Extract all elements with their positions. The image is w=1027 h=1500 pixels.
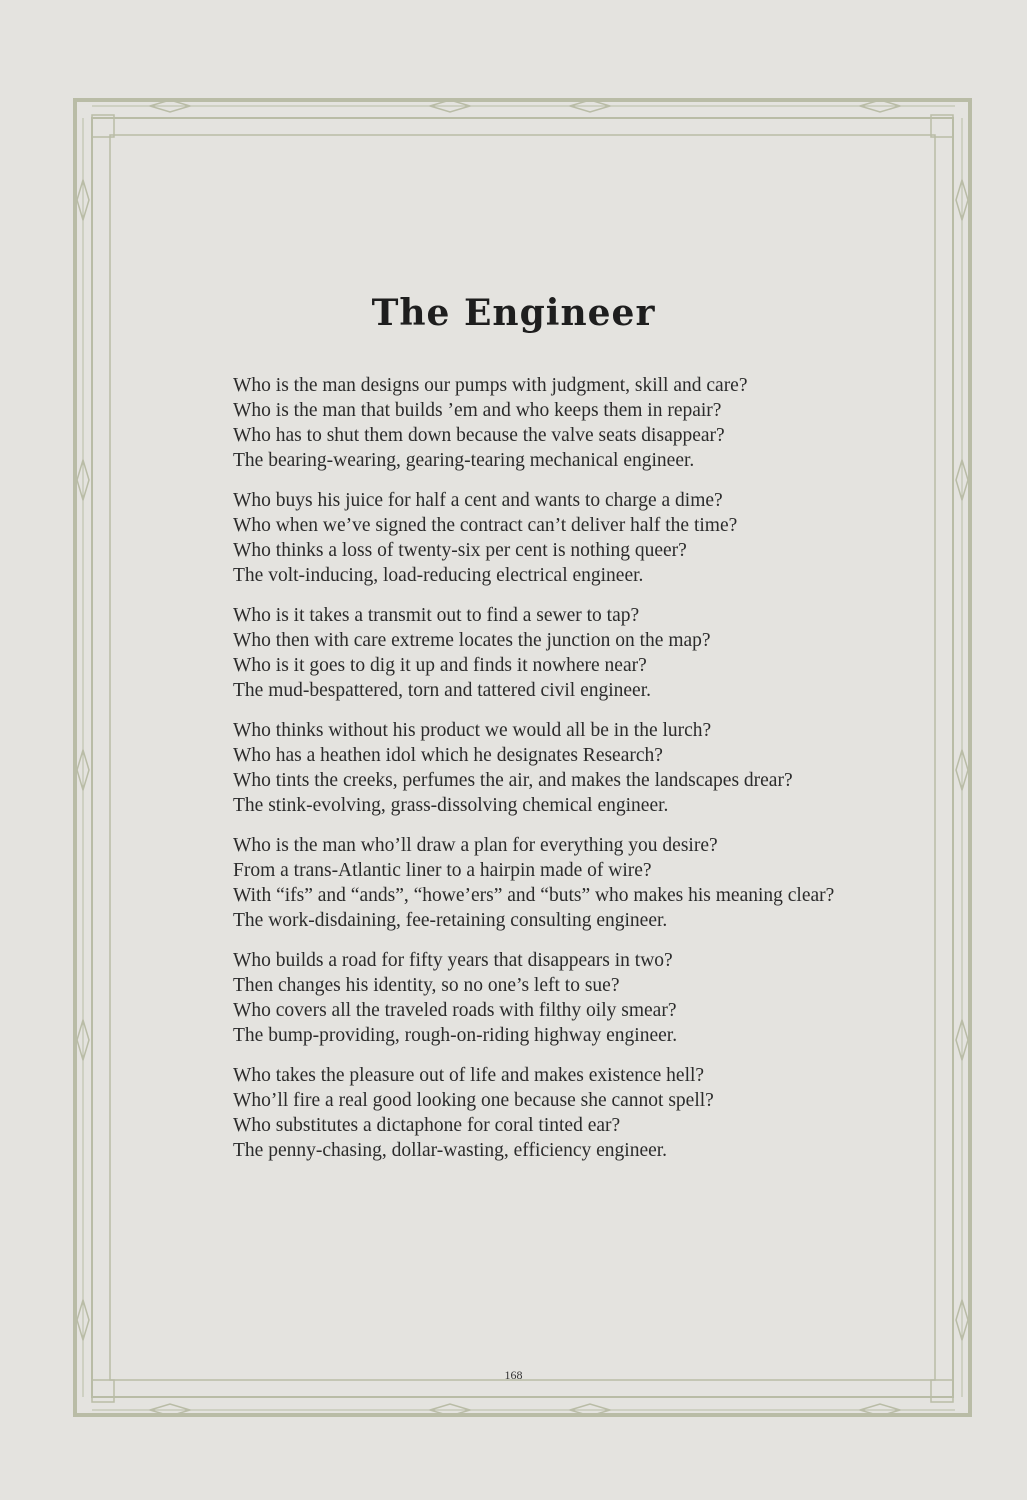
poem-line: Who is the man that builds ’em and who keeps them in repair? xyxy=(233,400,722,421)
poem-line: Who is the man who’ll draw a plan for everything you desire? xyxy=(233,835,718,856)
stanza xyxy=(233,603,913,703)
poem-line: From a trans-Atlantic liner to a hairpin made of wire? xyxy=(233,860,652,881)
poem-line: With “ifs” and “ands”, “howe’ers” and “buts” who makes his meaning clear? xyxy=(233,885,835,906)
poem-line: Who takes the pleasure out of life and makes existence hell? xyxy=(233,1065,705,1086)
poem-line: Who is it goes to dig it up and finds it nowhere near? xyxy=(233,655,647,676)
poem-line: Who covers all the traveled roads with filthy oily smear? xyxy=(233,1000,677,1021)
poem-line: Who is it takes a transmit out to find a sewer to tap? xyxy=(233,605,640,626)
stanza xyxy=(233,1063,913,1163)
poem-line: Who’ll fire a real good looking one because she cannot spell? xyxy=(233,1090,714,1111)
poem-line: The mud-bespattered, torn and tattered civil engineer. xyxy=(233,680,652,701)
poem-line: The volt-inducing, load-reducing electrical engineer. xyxy=(233,565,644,586)
poem-line: Who when we’ve signed the contract can’t deliver half the time? xyxy=(233,515,738,536)
page-number: 168 xyxy=(504,1368,523,1382)
poem-line: Who is the man designs our pumps with judgment, skill and care? xyxy=(233,375,748,396)
poem-line: The work-disdaining, fee-retaining consulting engineer. xyxy=(233,910,668,931)
poem-line: Who tints the creeks, perfumes the air, and makes the landscapes drear? xyxy=(233,770,793,791)
poem-line: Who thinks without his product we would all be in the lurch? xyxy=(233,720,712,741)
stanza xyxy=(233,488,913,588)
poem-line: Who buys his juice for half a cent and wants to charge a dime? xyxy=(233,490,723,511)
poem-line: Who then with care extreme locates the junction on the map? xyxy=(233,630,711,651)
stanza xyxy=(233,718,913,818)
stanza xyxy=(233,948,913,1048)
poem-line: Who has to shut them down because the valve seats disappear? xyxy=(233,425,725,446)
poem-line: Who has a heathen idol which he designates Research? xyxy=(233,745,663,766)
poem-line: Who builds a road for fifty years that disappears in two? xyxy=(233,950,673,971)
poem-line: Who thinks a loss of twenty-six per cent is nothing queer? xyxy=(233,540,687,561)
poem-line: The bump-providing, rough-on-riding highway engineer. xyxy=(233,1025,678,1046)
poem-line: Who substitutes a dictaphone for coral tinted ear? xyxy=(233,1115,621,1136)
poem-line: The penny-chasing, dollar-wasting, efficiency engineer. xyxy=(233,1140,668,1161)
page-title: The Engineer xyxy=(371,292,656,334)
poem-body xyxy=(233,373,913,1178)
poem-line: The stink-evolving, grass-dissolving chemical engineer. xyxy=(233,795,669,816)
poem-line: The bearing-wearing, gearing-tearing mechanical engineer. xyxy=(233,450,695,471)
stanza xyxy=(233,373,913,473)
poem-line: Then changes his identity, so no one’s left to sue? xyxy=(233,975,620,996)
stanza xyxy=(233,833,913,933)
